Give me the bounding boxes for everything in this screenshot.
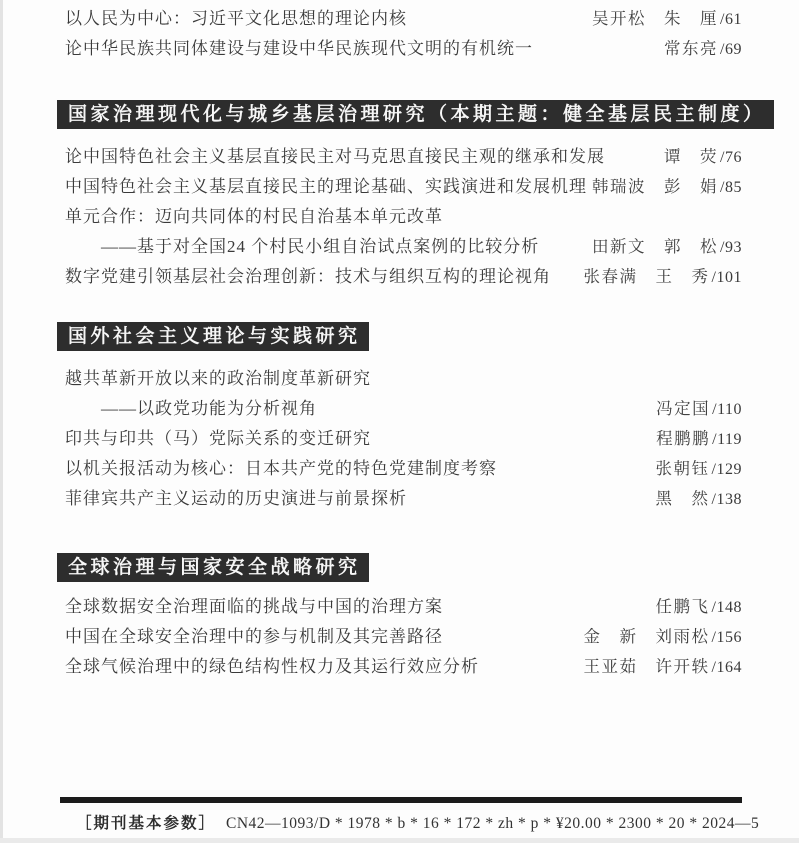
toc-entry [65, 142, 742, 172]
article-byline [656, 394, 742, 425]
article-title: 印共与印共（马）党际关系的变迁研究 [65, 429, 371, 448]
article-title: 论中华民族共同体建设与建设中华民族现代文明的有机统一 [65, 39, 533, 58]
article-page-number: /164 [711, 659, 742, 676]
article-byline [592, 172, 742, 203]
article-authors: 程鹏鹏 [656, 429, 711, 448]
article-title: 菲律宾共产主义运动的历史演进与前景探析 [65, 489, 407, 508]
article-byline [584, 652, 742, 683]
article-authors: 常东亮 [664, 39, 719, 58]
article-page-number: /76 [720, 149, 742, 166]
journal-parameters-line [76, 813, 760, 835]
article-authors: 张朝钰 [655, 459, 710, 478]
article-page-number: /119 [712, 431, 742, 448]
article-authors: 王亚茹 许开轶 [583, 657, 710, 676]
article-authors: 吴开松 朱 厘 [592, 9, 719, 28]
article-page-number: /156 [711, 629, 742, 646]
journal-parameters-label: ［期刊基本参数］ [76, 815, 217, 832]
article-byline [592, 4, 742, 35]
toc-entry [65, 484, 742, 514]
footer-rule [60, 797, 742, 803]
article-authors: 任鹏飞 [655, 597, 710, 616]
article-page-number: /93 [720, 239, 742, 256]
article-page-number: /110 [712, 401, 742, 418]
toc-entry [65, 454, 742, 484]
article-authors: 田新文 郭 松 [592, 237, 719, 256]
article-authors: 谭 荧 [664, 147, 719, 166]
article-title: 全球数据安全治理面临的挑战与中国的治理方案 [65, 597, 443, 616]
article-title: 中国在全球安全治理中的参与机制及其完善路径 [65, 627, 443, 646]
section-banner-foreign-socialism: 国外社会主义理论与实践研究 [57, 322, 369, 351]
toc-entry [65, 202, 742, 232]
article-byline [656, 484, 742, 515]
toc-entry-subtitle [65, 394, 742, 424]
section-banner-governance: 国家治理现代化与城乡基层治理研究（本期主题：健全基层民主制度） [57, 100, 774, 129]
toc-entry-subtitle [65, 232, 742, 262]
section-banner-wrap [0, 322, 799, 351]
article-authors: 冯定国 [656, 399, 711, 418]
article-authors: 黑 然 [655, 489, 710, 508]
toc-entry [65, 172, 742, 202]
article-page-number: /69 [720, 41, 742, 58]
article-title: 中国特色社会主义基层直接民主的理论基础、实践演进和发展机理 [65, 177, 587, 196]
toc-entry [65, 652, 742, 682]
toc-entry [65, 262, 742, 292]
article-page-number: /148 [711, 599, 742, 616]
toc-entry [65, 34, 742, 64]
article-title: 单元合作：迈向共同体的村民自治基本单元改革 [65, 207, 443, 226]
article-authors: 张春满 王 秀 [583, 267, 710, 286]
toc-section-foreign-socialism [0, 364, 799, 514]
article-title: 以机关报活动为核心：日本共产党的特色党建制度考察 [65, 459, 497, 478]
section-banner-wrap [0, 100, 799, 129]
article-title: 以人民为中心：习近平文化思想的理论内核 [65, 9, 407, 28]
article-page-number: /61 [720, 11, 742, 28]
article-authors: 韩瑞波 彭 娟 [592, 177, 719, 196]
toc-top-articles [0, 0, 799, 64]
article-page-number: /129 [711, 461, 742, 478]
article-subtitle: ——基于对全国24 个村民小组自治试点案例的比较分析 [101, 237, 540, 256]
article-byline [656, 424, 742, 455]
article-page-number: /138 [711, 491, 742, 508]
toc-entry [65, 424, 742, 454]
toc-entry [65, 364, 742, 394]
article-byline [656, 454, 742, 485]
section-banner-global-governance: 全球治理与国家安全战略研究 [57, 553, 369, 582]
page-scan-left-edge [0, 0, 3, 843]
article-authors: 金 新 刘雨松 [583, 627, 710, 646]
article-page-number: /85 [720, 179, 742, 196]
page-scan-bottom-edge [0, 838, 799, 843]
toc-entry [65, 4, 742, 34]
article-byline [656, 592, 742, 623]
article-subtitle: ——以政党功能为分析视角 [101, 399, 317, 418]
article-byline [664, 142, 742, 173]
article-byline [664, 34, 742, 65]
toc-entry [65, 622, 742, 652]
article-title: 越共革新开放以来的政治制度革新研究 [65, 369, 371, 388]
article-page-number: /101 [711, 269, 742, 286]
toc-entry [65, 592, 742, 622]
toc-section-global-governance [0, 592, 799, 682]
article-byline [584, 262, 742, 293]
article-title: 论中国特色社会主义基层直接民主对马克思直接民主观的继承和发展 [65, 147, 605, 166]
article-title: 数字党建引领基层社会治理创新：技术与组织互构的理论视角 [65, 267, 551, 286]
article-byline [584, 622, 742, 653]
journal-parameters-value: CN42—1093/D * 1978 * b * 16 * 172 * zh * p * ¥20.00 * 2300 * 20 * 2024—5 [226, 815, 760, 832]
section-banner-wrap [0, 553, 799, 582]
article-title: 全球气候治理中的绿色结构性权力及其运行效应分析 [65, 657, 479, 676]
toc-section-governance [0, 142, 799, 292]
article-byline [592, 232, 742, 263]
